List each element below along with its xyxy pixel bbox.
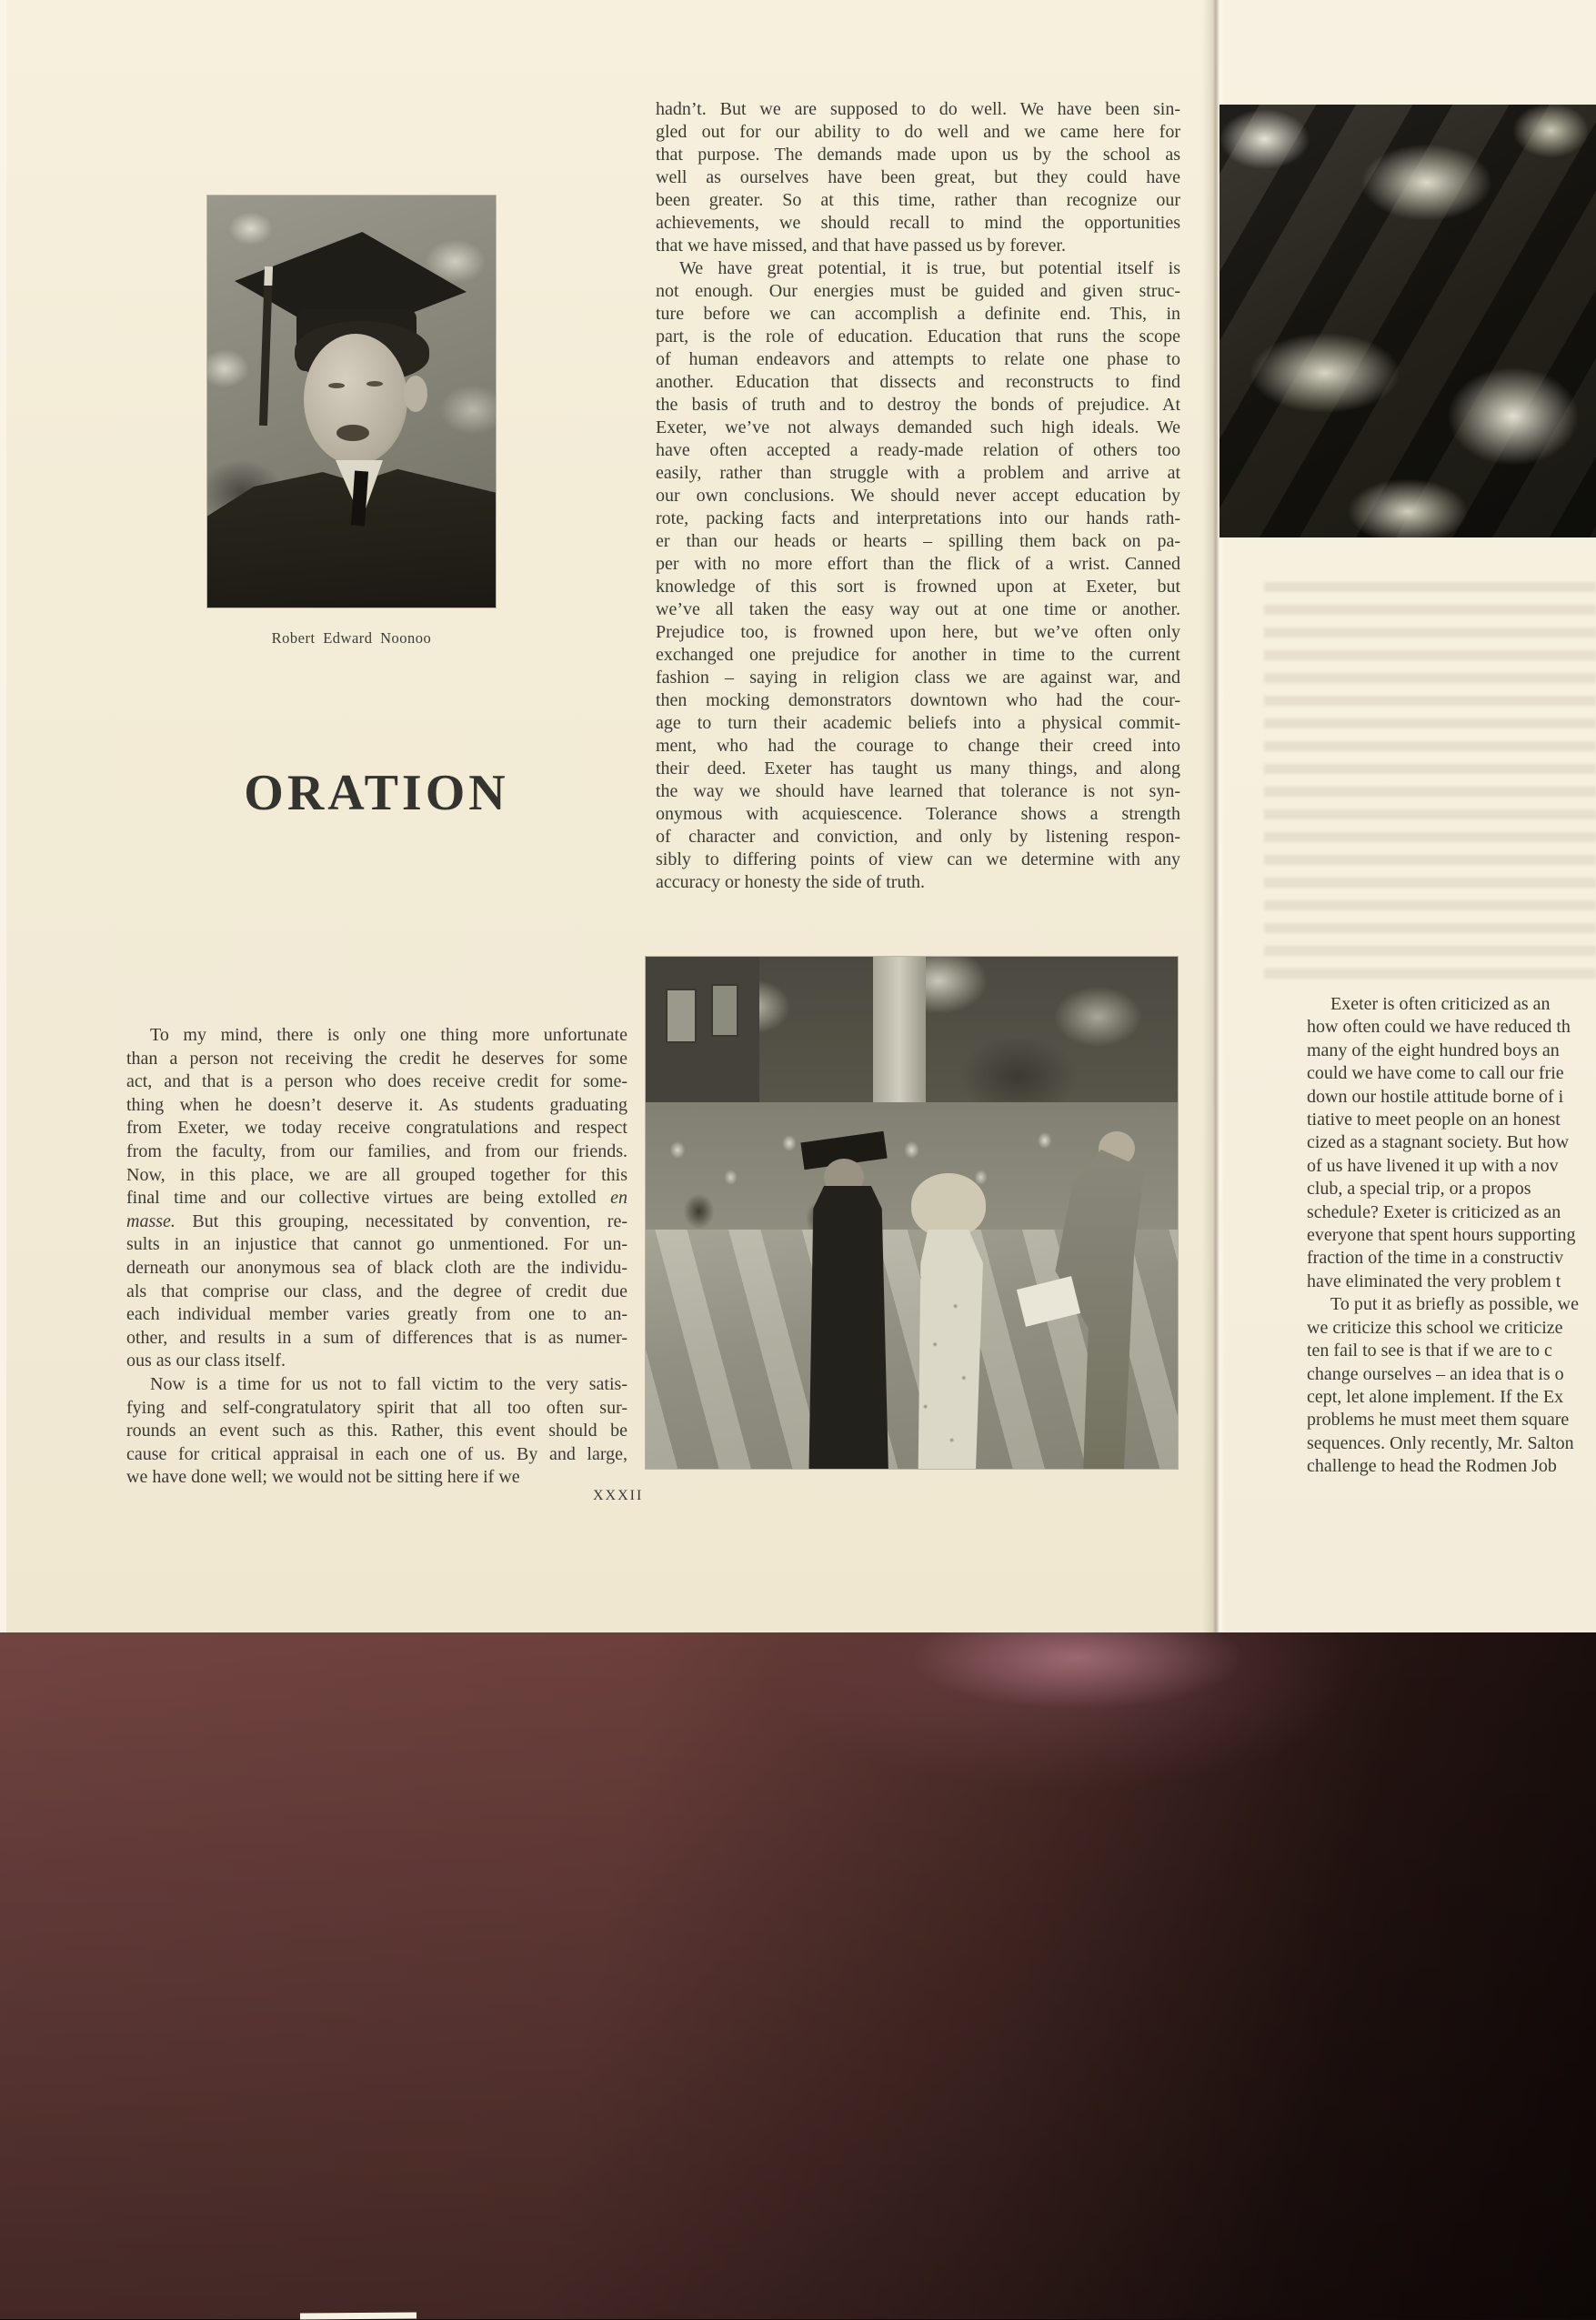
- text-line: each individual member varies greatly from one to an-: [126, 1304, 627, 1325]
- right-text-column: [1307, 993, 1596, 1479]
- text-line: act, and that is a person who does receive credit for some-: [126, 1071, 627, 1092]
- text-line: other, and results in a sum of differences that is as numer-: [126, 1327, 627, 1348]
- eye-shape: [328, 383, 345, 388]
- scan-left-edge: [0, 0, 6, 1632]
- text-line: Exeter, we’ve not always demanded such high ideals. We: [656, 417, 1180, 437]
- text-line: from Exeter, we today receive congratulations and respect: [126, 1118, 627, 1139]
- text-line: als that comprise our class, and the degree of credit due: [126, 1281, 627, 1301]
- text-line: ous as our class itself.: [126, 1351, 286, 1371]
- face-shape: [304, 334, 407, 465]
- text-line: we criticize this school we criticize: [1307, 1317, 1563, 1338]
- text-line: masse. But this grouping, necessitated by convention, re-: [126, 1210, 627, 1231]
- text-line: fraction of the time in a constructiv: [1307, 1248, 1564, 1269]
- text-line: everyone that spent hours supporting: [1307, 1225, 1576, 1246]
- eye-shape: [366, 381, 383, 387]
- text-line: age to turn their academic beliefs into a physical commit-: [656, 713, 1180, 733]
- text-line: rote, packing facts and interpretations into our hands rath-: [656, 508, 1180, 528]
- portrait-caption: Robert Edward Noonoo: [271, 629, 432, 647]
- text-line: accuracy or honesty the side of truth.: [656, 872, 926, 892]
- text-line: schedule? Exeter is criticized as an: [1307, 1201, 1561, 1222]
- text-line: problems he must meet them square: [1307, 1410, 1570, 1431]
- text-line: Exeter is often criticized as an: [1330, 994, 1551, 1014]
- text-line: We have great potential, it is true, but potential itself is: [679, 258, 1180, 278]
- page-corner-sliver: [300, 2312, 417, 2319]
- text-line: of us have livened it up with a nov: [1307, 1155, 1559, 1176]
- text-line: derneath our anonymous sea of black cloth are the individu-: [126, 1257, 627, 1278]
- text-line: could we have come to call our frie: [1307, 1063, 1564, 1084]
- text-line: cause for critical appraisal in each one of us. By and large,: [126, 1443, 627, 1464]
- text-line: we have done well; we would not be sitting here if we: [126, 1467, 520, 1488]
- text-line: down our hostile attitude borne of i: [1307, 1086, 1564, 1107]
- text-line: ture before we can accomplish a definite end. This, in: [656, 304, 1180, 324]
- text-line: another. Education that dissects and reconstructs to find: [656, 372, 1180, 392]
- bleed-through-text: [1264, 582, 1596, 991]
- text-line: achievements, we should recall to mind the opportunities: [656, 213, 1180, 233]
- building-shape: [646, 957, 759, 1125]
- text-line: onymous with acquiescence. Tolerance shows a strength: [656, 804, 1180, 824]
- text-line: we’ve all taken the easy way out at one time or another.: [656, 599, 1180, 619]
- text-line: challenge to head the Rodmen Job: [1307, 1456, 1557, 1477]
- text-line: exchanged one prejudice for another in time to the current: [656, 645, 1180, 665]
- text-line: ment, who had the courage to change their creed into: [656, 736, 1180, 756]
- text-line: many of the eight hundred boys an: [1307, 1039, 1560, 1060]
- left-text-column: [126, 1024, 627, 1490]
- text-line: gled out for our ability to do well and we came here for: [656, 122, 1180, 142]
- text-line: cept, let alone implement. If the Ex: [1307, 1386, 1564, 1407]
- text-line: cized as a stagnant society. But how: [1307, 1132, 1570, 1153]
- tree-trunk-shape: [873, 957, 926, 1107]
- text-line: To my mind, there is only one thing more unfortunate: [150, 1025, 627, 1045]
- diploma-ceremony-photo: [646, 957, 1178, 1469]
- text-line: from the faculty, from our families, and from our friends.: [126, 1140, 627, 1161]
- scan-backdrop: [0, 1632, 1596, 2319]
- text-line: Now is a time for us not to fall victim to the very satis-: [150, 1373, 627, 1394]
- text-line: sequences. Only recently, Mr. Salton: [1307, 1432, 1574, 1453]
- text-line: their deed. Exeter has taught us many things, and along: [656, 758, 1180, 778]
- window-shape: [666, 989, 697, 1043]
- text-line: per with no more effort than the flick of a wrist. Canned: [656, 554, 1180, 574]
- text-line: ten fail to see is that if we are to c: [1307, 1341, 1552, 1361]
- seated-graduates-photo: [1220, 105, 1596, 537]
- text-line: knowledge of this sort is frowned upon at Exeter, but: [656, 577, 1180, 597]
- text-line: fying and self-congratulatory spirit that all too often sur-: [126, 1397, 627, 1418]
- text-line: not enough. Our energies must be guided and given struc-: [656, 281, 1180, 301]
- text-line: have often accepted a ready-made relation of others too: [656, 440, 1180, 460]
- text-line: final time and our collective virtues are being extolled en: [126, 1188, 627, 1209]
- text-line: Prejudice too, is frowned upon here, but we’ve often only: [656, 622, 1180, 642]
- mouth-shape: [336, 425, 369, 441]
- text-line: change ourselves – an idea that is o: [1307, 1363, 1564, 1384]
- text-line: thing when he doesn’t deserve it. As students graduating: [126, 1094, 627, 1115]
- text-line: then mocking demonstrators downtown who had the cour-: [656, 690, 1180, 710]
- text-line: of character and conviction, and only by listening respon-: [656, 827, 1180, 847]
- text-line: Now, in this place, we are all grouped together for this: [126, 1164, 627, 1185]
- text-line: hadn’t. But we are supposed to do well. We have been sin-: [656, 99, 1180, 119]
- text-line: easily, rather than struggle with a problem and arrive at: [656, 463, 1180, 483]
- graduate-portrait-photo: [207, 196, 496, 608]
- center-text-column: [656, 98, 1180, 894]
- page-title: ORATION: [244, 765, 509, 821]
- text-line: tiative to meet people on an honest: [1307, 1110, 1561, 1130]
- woman-hair-shape: [911, 1173, 986, 1237]
- text-line: To put it as briefly as possible, we: [1330, 1294, 1579, 1315]
- page-number: XXXII: [593, 1488, 644, 1503]
- text-line: sibly to differing points of view can we determine with any: [656, 849, 1180, 869]
- text-line: of human endeavors and attempts to relate one phase to: [656, 349, 1180, 369]
- text-line: sults in an injustice that cannot go unmentioned. For un-: [126, 1234, 627, 1255]
- text-line: er than our heads or hearts – spilling them back on pa-: [656, 531, 1180, 551]
- text-line: fashion – saying in religion class we are against war, and: [656, 668, 1180, 688]
- window-shape: [711, 984, 738, 1037]
- text-line: that we have missed, and that have passed us by forever.: [656, 236, 1066, 256]
- ear-shape: [404, 376, 427, 412]
- text-line: part, is the role of education. Education that runs the scope: [656, 326, 1180, 346]
- text-line: how often could we have reduced th: [1307, 1017, 1571, 1038]
- text-line: that purpose. The demands made upon us by the school as: [656, 145, 1180, 165]
- text-line: have eliminated the very problem t: [1307, 1270, 1561, 1291]
- text-line: rounds an event such as this. Rather, this event should be: [126, 1421, 627, 1441]
- text-line: than a person not receiving the credit he deserves for some: [126, 1048, 627, 1069]
- text-line: the way we should have learned that tolerance is not syn-: [656, 781, 1180, 801]
- text-line: our own conclusions. We should never accept education by: [656, 486, 1180, 506]
- text-line: club, a special trip, or a propos: [1307, 1179, 1531, 1200]
- text-line: well as ourselves have been great, but they could have: [656, 167, 1180, 187]
- text-line: been greater. So at this time, rather than recognize our: [656, 190, 1180, 210]
- text-line: the basis of truth and to destroy the bonds of prejudice. At: [656, 395, 1180, 415]
